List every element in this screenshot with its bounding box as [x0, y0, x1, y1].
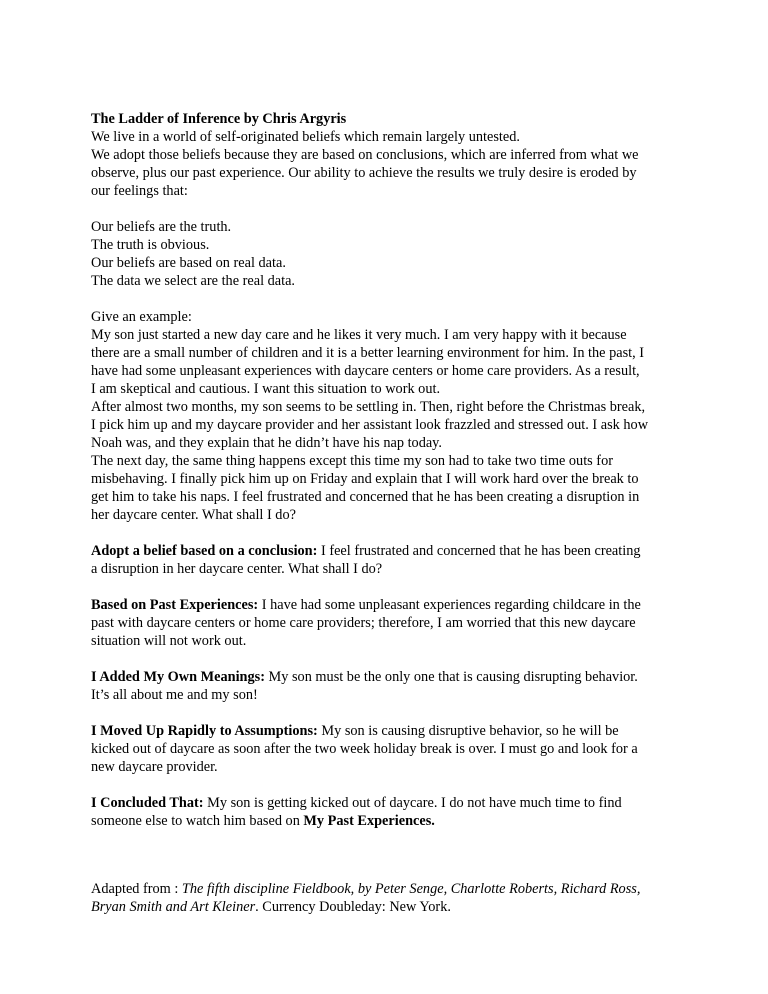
conclusion-text: someone else to watch him based on [91, 813, 304, 829]
example-heading: Give an example: [91, 309, 192, 325]
belief-line: The data we select are the real data. [91, 273, 296, 289]
step-paragraph [91, 596, 691, 614]
citation-authors: Bryan Smith and Art Kleiner [91, 899, 256, 915]
conclusion-text: My son is getting kicked out of daycare. I do not have much time to find [203, 795, 622, 811]
conclusion-emphasis: My Past Experiences. [303, 813, 435, 829]
citation-prefix: Adapted from : [91, 881, 182, 897]
conclusion-paragraph [91, 794, 691, 812]
citation-title: The fifth discipline Fieldbook, by Peter Senge, Charlotte Roberts, Richard Ross, [181, 881, 641, 897]
example-line: After almost two months, my son seems to be settling in. Then, right before the Christmas break, [91, 399, 646, 415]
conclusion-label: I Concluded That: [91, 795, 204, 811]
document-body [91, 110, 691, 830]
example-line: I pick him up and my daycare provider and her assistant look frazzled and stressed out. I ask how [91, 417, 649, 433]
step-text-line: situation will not work out. [91, 633, 247, 649]
belief-line: The truth is obvious. [91, 237, 210, 253]
example-line: The next day, the same thing happens except this time my son had to take two time outs for [91, 453, 613, 469]
example-line: misbehaving. I finally pick him up on Friday and explain that I will work hard over the break to [91, 471, 639, 487]
belief-line: Our beliefs are based on real data. [91, 255, 286, 271]
step-text: My son is causing disruptive behavior, so he will be [317, 723, 619, 739]
example-line: there are a small number of children and it is a better learning environment for him. In the past, I [91, 345, 645, 361]
step-paragraph [91, 668, 691, 686]
step-label: I Moved Up Rapidly to Assumptions: [91, 723, 318, 739]
example-line: I am skeptical and cautious. I want this situation to work out. [91, 381, 441, 397]
intro-line: observe, plus our past experience. Our ability to achieve the results we truly desire is eroded by [91, 165, 637, 181]
citation-line [91, 880, 711, 898]
paragraph-gap [91, 578, 691, 596]
conclusion-line [91, 812, 691, 830]
step-label: Adopt a belief based on a conclusion: [91, 543, 318, 559]
step-text: I have had some unpleasant experiences regarding childcare in the [258, 597, 641, 613]
step-text-line: a disruption in her daycare center. What shall I do? [91, 561, 383, 577]
example-line: have had some unpleasant experiences with daycare centers or home care providers. As a result, [91, 363, 640, 379]
paragraph-gap [91, 200, 691, 218]
step-text: My son must be the only one that is causing disrupting behavior. [264, 669, 638, 685]
example-line: get him to take his naps. I feel frustrated and concerned that he has been creating a disruption in [91, 489, 640, 505]
step-paragraph [91, 722, 691, 740]
citation-line [91, 898, 711, 916]
paragraph-gap [91, 290, 691, 308]
citation-publisher: . Currency Doubleday: New York. [255, 899, 451, 915]
step-paragraph [91, 542, 691, 560]
paragraph-gap [91, 704, 691, 722]
paragraph-gap [91, 524, 691, 542]
intro-line: We adopt those beliefs because they are based on conclusions, which are inferred from what we [91, 147, 639, 163]
step-text: I feel frustrated and concerned that he has been creating [317, 543, 641, 559]
intro-line: We live in a world of self-originated beliefs which remain largely untested. [91, 129, 520, 145]
citation-footer [91, 880, 711, 916]
example-line: Noah was, and they explain that he didn’t have his nap today. [91, 435, 442, 451]
paragraph-gap [91, 776, 691, 794]
example-line: her daycare center. What shall I do? [91, 507, 296, 523]
paragraph-gap [91, 650, 691, 668]
document-title: The Ladder of Inference by Chris Argyris [91, 111, 347, 127]
intro-line: our feelings that: [91, 183, 188, 199]
belief-line: Our beliefs are the truth. [91, 219, 232, 235]
step-label: I Added My Own Meanings: [91, 669, 265, 685]
step-label: Based on Past Experiences: [91, 597, 259, 613]
step-text-line: kicked out of daycare as soon after the two week holiday break is over. I must go and look for a [91, 741, 638, 757]
example-line: My son just started a new day care and he likes it very much. I am very happy with it because [91, 327, 627, 343]
step-text-line: new daycare provider. [91, 759, 218, 775]
step-text-line: past with daycare centers or home care providers; therefore, I am worried that this new daycare [91, 615, 636, 631]
step-text-line: It’s all about me and my son! [91, 687, 258, 703]
